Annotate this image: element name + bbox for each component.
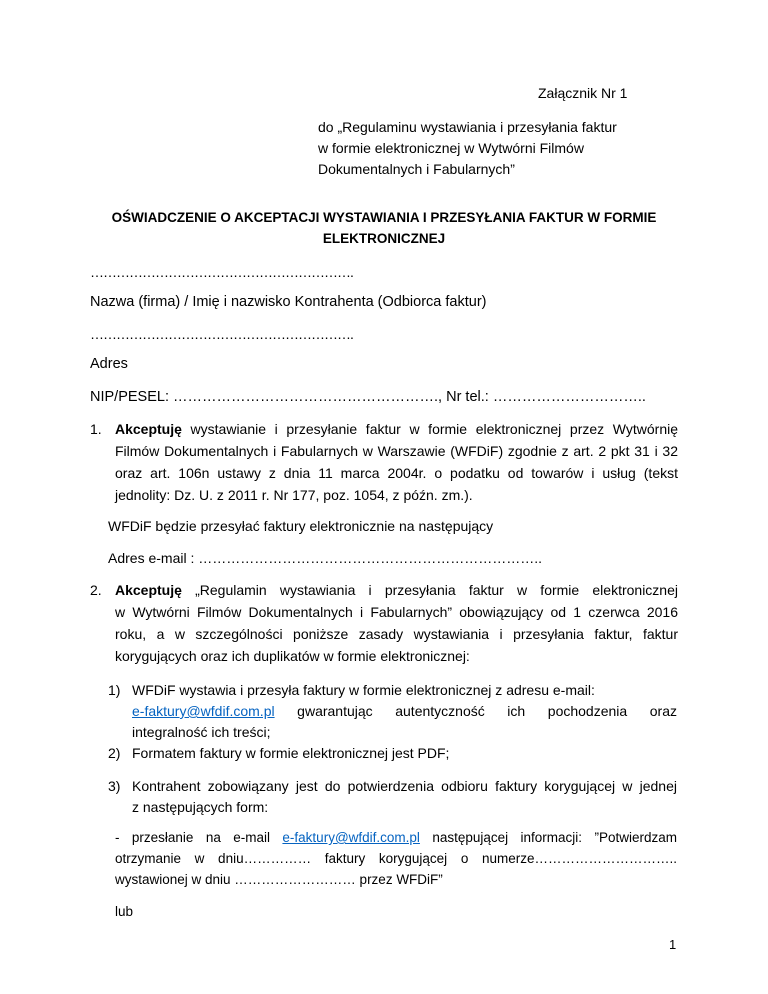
invoice-email-link[interactable]: e-faktury@wfdif.com.pl: [132, 703, 275, 719]
subitem-1-line-2-text: gwarantując autentyczność ich pochodzenia oraz: [274, 703, 677, 719]
regulation-ref-line-3: Dokumentalnych i Fabularnych”: [318, 161, 515, 177]
confirmation-line-1-b: następującej informacji: ”Potwierdzam: [419, 830, 677, 845]
subitem-1-line-2: [132, 703, 677, 719]
name-label: Nazwa (firma) / Imię i nazwisko Kontrahenta (Odbiorca faktur): [90, 294, 487, 310]
item-2-bold: Akceptuję: [115, 582, 182, 598]
subitem-1-line-1: WFDiF wystawia i przesyła faktury w formie elektronicznej z adresu e-mail:: [132, 682, 595, 698]
item-1-line-3: oraz art. 106n ustawy z dnia 11 marca 2004r. o podatku od towarów i usług (tekst: [115, 465, 678, 481]
subitem-3-number: 3): [108, 778, 121, 794]
item-1-line-1-text: wystawianie i przesyłanie faktur w formie elektronicznej przez Wytwórnię: [181, 421, 678, 437]
item-1-line-1: [115, 421, 678, 437]
item-1-line-2: Filmów Dokumentalnych i Fabularnych w Warszawie (WFDiF) zgodnie z art. 2 pkt 31 i 32: [115, 443, 678, 459]
item-2-line-1-text: „Regulamin wystawiania i przesyłania faktur w formie elektronicznej: [181, 582, 678, 598]
address-dots: …………………………………………………….: [90, 326, 353, 342]
confirmation-line-3: wystawionej w dniu ……………………… przez WFDiF”: [115, 872, 443, 887]
subitem-3-line-2: z następujących form:: [132, 799, 269, 815]
subitem-2-number: 2): [108, 745, 121, 761]
item-1-number: 1.: [90, 421, 102, 437]
lub-text: lub: [115, 904, 134, 919]
subitem-1-number: 1): [108, 682, 121, 698]
item-2-line-1: [115, 582, 678, 598]
subitem-2-text: Formatem faktury w formie elektronicznej jest PDF;: [132, 745, 450, 761]
item-2-number: 2.: [90, 582, 102, 598]
confirmation-line-1-a: - przesłanie na e-mail: [115, 830, 283, 845]
item-2-line-3: roku, a w szczególności poniższe zasady wystawiania i przesyłania faktur, faktur: [115, 626, 678, 642]
regulation-ref-line-1: do „Regulaminu wystawiania i przesyłania faktur: [318, 119, 617, 135]
item-2-line-4: korygujących oraz ich duplikatów w formie elektronicznej:: [115, 648, 470, 664]
document-title-line-1: OŚWIADCZENIE O AKCEPTACJI WYSTAWIANIA I PRZESYŁANIA FAKTUR W FORMIE: [111, 210, 657, 225]
confirmation-email-link[interactable]: e-faktury@wfdif.com.pl: [282, 830, 420, 845]
confirmation-line-1: [115, 830, 677, 845]
page-number: 1: [669, 937, 677, 952]
annex-label: Załącznik Nr 1: [538, 85, 628, 101]
subitem-1-line-3: integralność ich treści;: [132, 724, 271, 740]
nip-phone-line: NIP/PESEL: ………………………………………………., Nr tel.: …………………………..: [90, 389, 646, 405]
item-1-bold: Akceptuję: [115, 421, 182, 437]
email-address-line: Adres e-mail : ………………………………………………………………..: [108, 550, 543, 566]
document-title-line-2: ELEKTRONICZNEJ: [322, 231, 446, 246]
confirmation-line-2: otrzymanie w dniu…………… faktury korygującej o numerze…………………………..: [115, 851, 677, 866]
regulation-ref-line-2: w formie elektronicznej w Wytwórni Filmów: [318, 140, 584, 156]
item-2-line-2: w Wytwórni Filmów Dokumentalnych i Fabularnych” obowiązujący od 1 czerwca 2016: [115, 604, 678, 620]
subitem-3-line-1: Kontrahent zobowiązany jest do potwierdzenia odbioru faktury korygującej w jednej: [132, 778, 677, 794]
item-1-line-4: jednolity: Dz. U. z 2011 r. Nr 177, poz. 1054, z późn. zm.).: [115, 487, 473, 503]
wfdif-sends-text: WFDiF będzie przesyłać faktury elektronicznie na następujący: [108, 518, 494, 534]
name-dots: …………………………………………………….: [90, 264, 353, 280]
address-label: Adres: [90, 356, 128, 372]
